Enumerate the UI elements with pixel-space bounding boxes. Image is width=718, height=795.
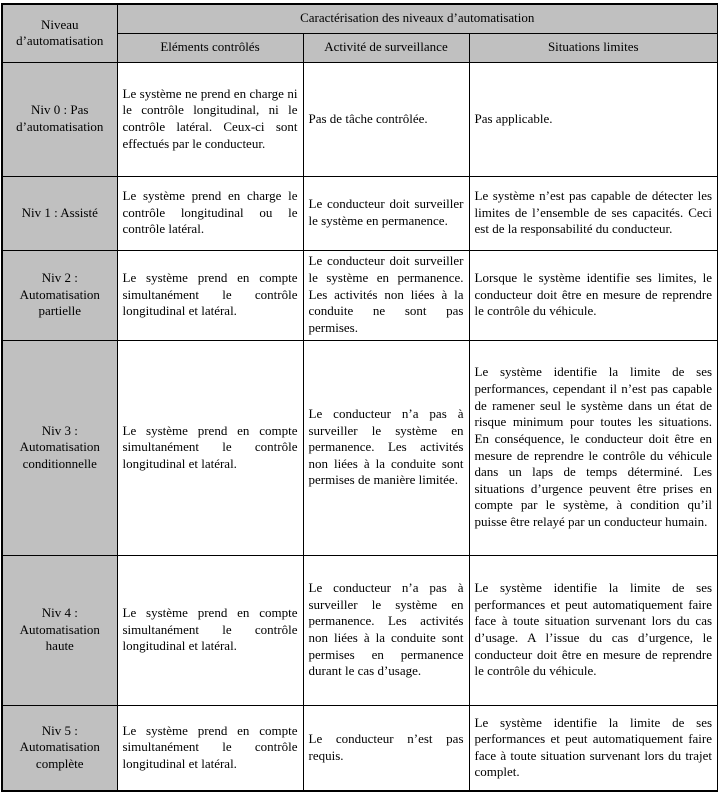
limites-cell: Le système identifie la limite de ses performances et peut automatiquement faire face à toute situation survenant lors du trajet complet. <box>469 705 718 791</box>
elements-cell: Le système prend en compte simultanément le contrôle longitudinal et latéral. <box>117 250 303 340</box>
header-row-title <box>2 4 718 33</box>
surveillance-cell: Pas de tâche contrôlée. <box>303 62 469 176</box>
limites-cell: Lorsque le système identifie ses limites, le conducteur doit être en mesure de reprendre le contrôle du véhicule. <box>469 250 718 340</box>
surveillance-cell: Le conducteur doit surveiller le système en permanence. <box>303 176 469 250</box>
elements-cell: Le système prend en compte simultanément le contrôle longitudinal et latéral. <box>117 705 303 791</box>
header-caracterisation: Caractérisation des niveaux d’automatisation <box>117 4 718 33</box>
header-elements-controles: Eléments contrôlés <box>117 33 303 62</box>
header-situations-limites: Situations limites <box>469 33 718 62</box>
elements-cell: Le système prend en compte simultanément le contrôle longitudinal et latéral. <box>117 340 303 555</box>
automation-levels-table <box>1 3 718 792</box>
table-row-niv5 <box>2 705 718 791</box>
header-niveau-automatisation: Niveau d’automatisation <box>2 4 117 62</box>
table-row-niv0 <box>2 62 718 176</box>
level-cell: Niv 4 : Automatisation haute <box>2 555 117 705</box>
surveillance-cell: Le conducteur doit surveiller le système en permanence. Les activités non liées à la conduite ne sont pas permises. <box>303 250 469 340</box>
limites-cell: Le système identifie la limite de ses performances et peut automatiquement faire face à toute situation survenant lors du cas d’usage. A l’issue du cas d’urgence, le conducteur doit être en mesure de reprendre le contrôle du véhicule. <box>469 555 718 705</box>
surveillance-cell: Le conducteur n’est pas requis. <box>303 705 469 791</box>
table-row-niv3 <box>2 340 718 555</box>
limites-cell: Le système n’est pas capable de détecter les limites de l’ensemble de ses capacités. Ceci est de la responsabilité du conducteur. <box>469 176 718 250</box>
header-activite-surveillance: Activité de surveillance <box>303 33 469 62</box>
limites-cell: Pas applicable. <box>469 62 718 176</box>
surveillance-cell: Le conducteur n’a pas à surveiller le système en permanence. Les activités non liées à la conduite sont permises de manière limitée. <box>303 340 469 555</box>
elements-cell: Le système prend en charge le contrôle longitudinal ou le contrôle latéral. <box>117 176 303 250</box>
level-cell: Niv 2 : Automatisation partielle <box>2 250 117 340</box>
table-row-niv2 <box>2 250 718 340</box>
level-cell: Niv 0 : Pas d’automatisation <box>2 62 117 176</box>
level-cell: Niv 3 : Automatisation conditionnelle <box>2 340 117 555</box>
level-cell: Niv 1 : Assisté <box>2 176 117 250</box>
limites-cell: Le système identifie la limite de ses performances, cependant il n’est pas capable de ramener seul le système dans un état de risque minimum pour toutes les situations. En conséquence, le conducteur doit être en mesure de reprendre le contrôle du véhicule dans un laps de temps déterminé. Les situations d’urgence peuvent être prises en compte par le système, à condition qu’il puisse être relayé par un conducteur humain. <box>469 340 718 555</box>
elements-cell: Le système ne prend en charge ni le contrôle longitudinal, ni le contrôle latéral. Ceux-ci sont effectués par le conducteur. <box>117 62 303 176</box>
surveillance-cell: Le conducteur n’a pas à surveiller le système en permanence. Les activités non liées à la conduite sont permises en permanence durant le cas d’usage. <box>303 555 469 705</box>
table-row-niv4 <box>2 555 718 705</box>
elements-cell: Le système prend en compte simultanément le contrôle longitudinal et latéral. <box>117 555 303 705</box>
table-row-niv1 <box>2 176 718 250</box>
level-cell: Niv 5 : Automatisation complète <box>2 705 117 791</box>
